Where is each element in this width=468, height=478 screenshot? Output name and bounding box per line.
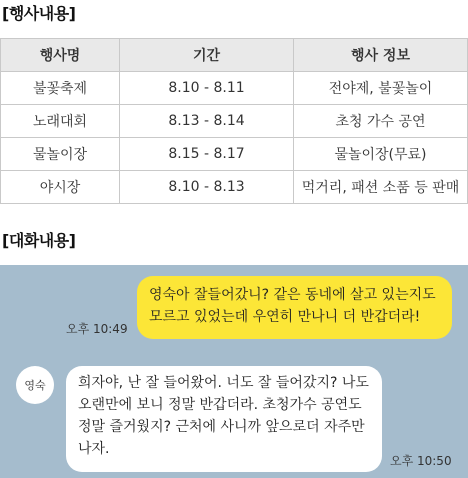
- table-row: [1, 171, 468, 204]
- cell-event-name: 노래대회: [1, 105, 120, 138]
- cell-event-info: 물놀이장(무료): [294, 138, 468, 171]
- event-section-title: [행사내용]: [2, 4, 76, 23]
- cell-event-name: 불꽃축제: [1, 72, 120, 105]
- chat-area[interactable]: [0, 265, 468, 478]
- cell-event-info: 전야제, 불꽃놀이: [294, 72, 468, 105]
- table-row: [1, 105, 468, 138]
- table-header-row: [1, 39, 468, 72]
- other-message-time: 오후 10:50: [390, 454, 452, 468]
- column-header-name: 행사명: [1, 39, 120, 72]
- my-message-time: 오후 10:49: [66, 322, 128, 336]
- event-table: [0, 38, 468, 204]
- other-message-bubble[interactable]: 희자야, 난 잘 들어왔어. 너도 잘 들어갔지? 나도 오랜만에 보니 정말 반갑더라. 초청가수 공연도 정말 즐거웠지? 근처에 사니까 앞으로더 자주만 나자.: [66, 366, 382, 472]
- column-header-period: 기간: [120, 39, 294, 72]
- cell-event-info: 먹거리, 패션 소품 등 판매: [294, 171, 468, 204]
- table-row: [1, 138, 468, 171]
- table-row: [1, 72, 468, 105]
- my-message-bubble[interactable]: 영숙아 잘들어갔니? 같은 동네에 살고 있는지도 모르고 있었는데 우연히 만나니 더 반갑더라!: [137, 276, 452, 339]
- avatar[interactable]: 영숙: [16, 366, 54, 404]
- cell-event-period: 8.10 - 8.11: [120, 72, 294, 105]
- column-header-info: 행사 정보: [294, 39, 468, 72]
- cell-event-name: 물놀이장: [1, 138, 120, 171]
- cell-event-period: 8.10 - 8.13: [120, 171, 294, 204]
- cell-event-period: 8.15 - 8.17: [120, 138, 294, 171]
- cell-event-period: 8.13 - 8.14: [120, 105, 294, 138]
- chat-section-title: [대화내용]: [2, 231, 76, 250]
- cell-event-info: 초청 가수 공연: [294, 105, 468, 138]
- cell-event-name: 야시장: [1, 171, 120, 204]
